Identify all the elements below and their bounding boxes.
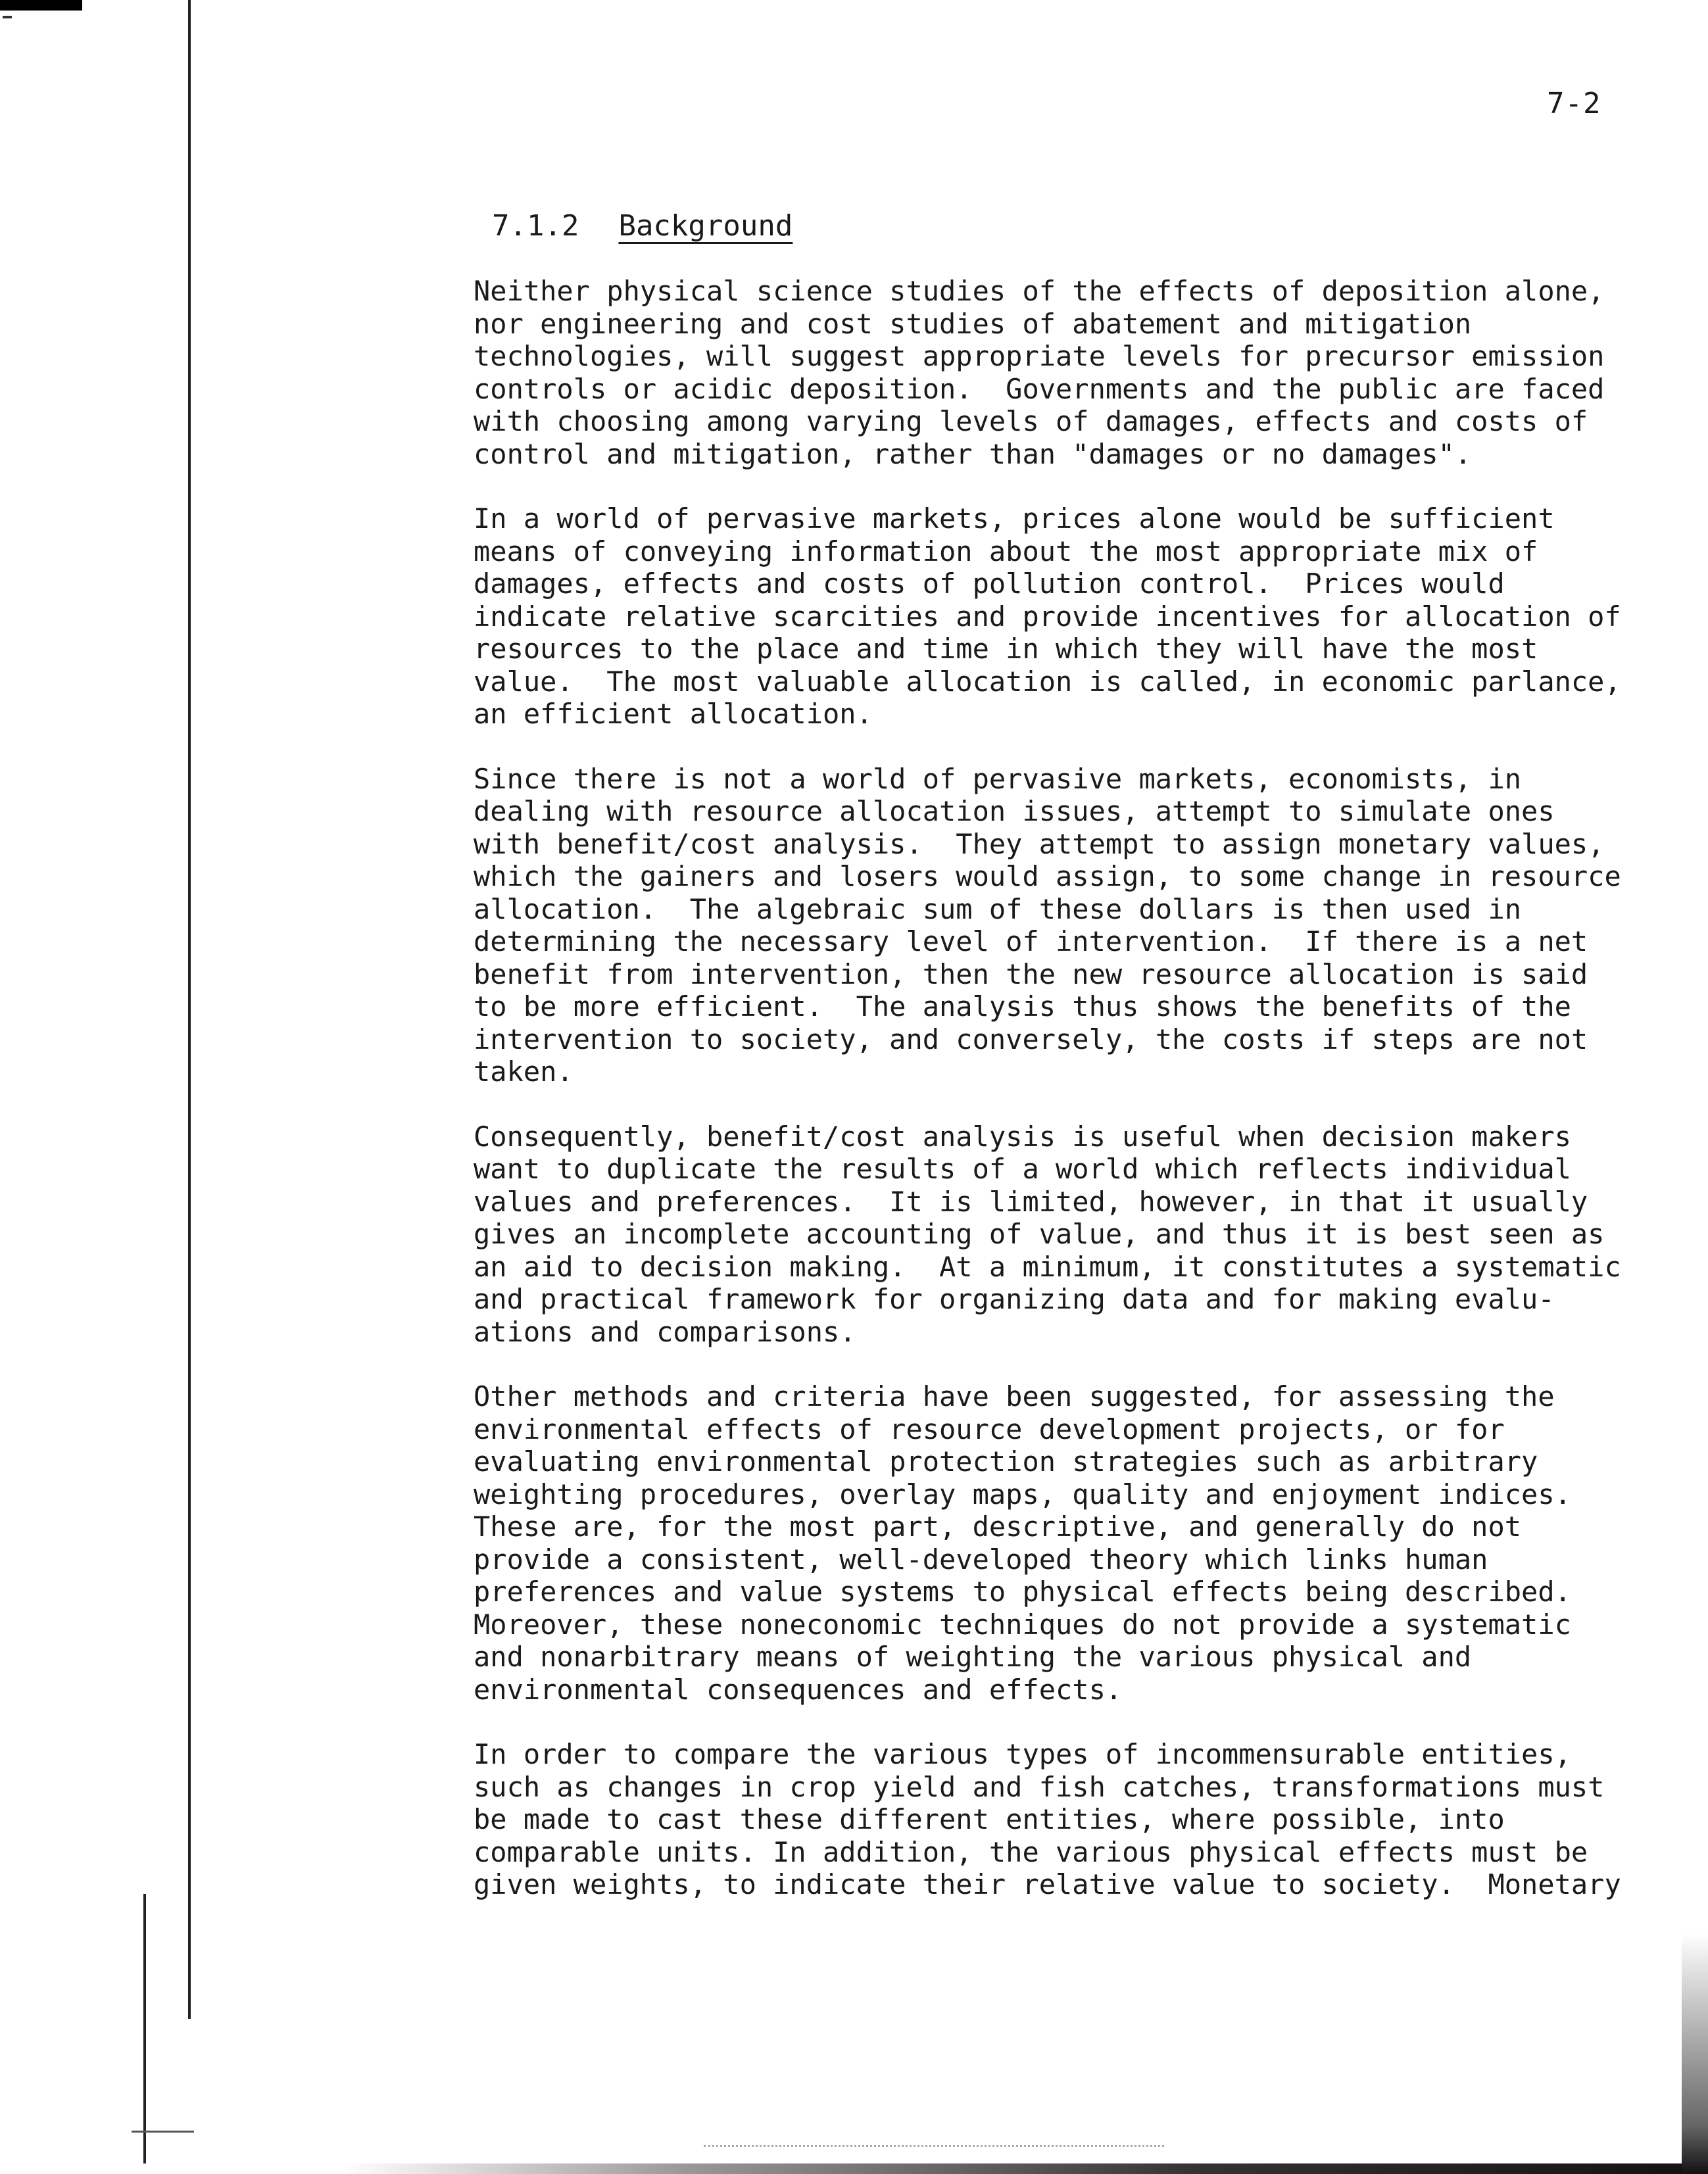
scan-bottom-dash bbox=[132, 2131, 194, 2133]
page-left-border bbox=[188, 0, 191, 2019]
scan-page-curl bbox=[1682, 1933, 1708, 2174]
paragraph: In order to compare the various types of incommensurable entities, such as changes in crop yield and fish catches, transformations must be made to cast these different entities, where possible, into comparable units. In addition, the various physical effects must be given weights, to indicate their relative value to society. Monetary bbox=[474, 1738, 1621, 1900]
section-number: 7.1.2 bbox=[492, 209, 579, 243]
section-heading bbox=[492, 209, 793, 243]
page-number: 7-2 bbox=[1547, 87, 1601, 120]
scan-bottom-speckle bbox=[704, 2145, 1164, 2149]
paragraph: Since there is not a world of pervasive markets, economists, in dealing with resource allocation issues, attempt to simulate ones with benefit/cost analysis. They attempt to assign monetary values, which the gainers and losers would assign, to some change in resource allocation. The algebraic sum of these dollars is then used in determining the necessary level of intervention. If there is a net benefit from intervention, then the new resource allocation is said to be more efficient. The analysis thus shows the benefits of the intervention to society, and conversely, the costs if steps are not taken. bbox=[474, 762, 1621, 1088]
paragraph: In a world of pervasive markets, prices alone would be sufficient means of conveying information about the most appropriate mix of damages, effects and costs of pollution control. Prices would indicate relative scarcities and provide incentives for allocation of resources to the place and time in which they will have the most value. The most valuable allocation is called, in economic parlance, an efficient allocation. bbox=[474, 502, 1621, 730]
section-title: Background bbox=[618, 209, 793, 243]
scan-edge-mark bbox=[0, 0, 82, 11]
paragraph: Other methods and criteria have been suggested, for assessing the environmental effects of resource development projects, or for evaluating environmental protection strategies such as arbitrary weighting procedures, overlay maps, quality and enjoyment indices. These are, for the most part, descriptive, and generally do not provide a consistent, well-developed theory which links human preferences and value systems to physical effects being described. Moreover, these noneconomic techniques do not provide a systematic and nonarbitrary means of weighting the various physical and environmental consequences and effects. bbox=[474, 1380, 1571, 1706]
body-text bbox=[474, 275, 1631, 1933]
paragraph: Neither physical science studies of the effects of deposition alone, nor engineering and cost studies of abatement and mitigation technologies, will suggest appropriate levels for precursor emission controls or acidic deposition. Governments and the public are faced with choosing among varying levels of damages, effects and costs of control and mitigation, rather than "damages or no damages". bbox=[474, 275, 1605, 470]
paragraph: Consequently, benefit/cost analysis is useful when decision makers want to duplicate the results of a world which reflects individual values and preferences. It is limited, however, in that it usually gives an incomplete accounting of value, and thus it is best seen as an aid to decision making. At a minimum, it constitutes a systematic and practical framework for organizing data and for making evalu- ations and comparisons. bbox=[474, 1120, 1621, 1348]
scan-bottom-edge bbox=[0, 2163, 1708, 2174]
scan-tick-mark bbox=[3, 16, 12, 18]
